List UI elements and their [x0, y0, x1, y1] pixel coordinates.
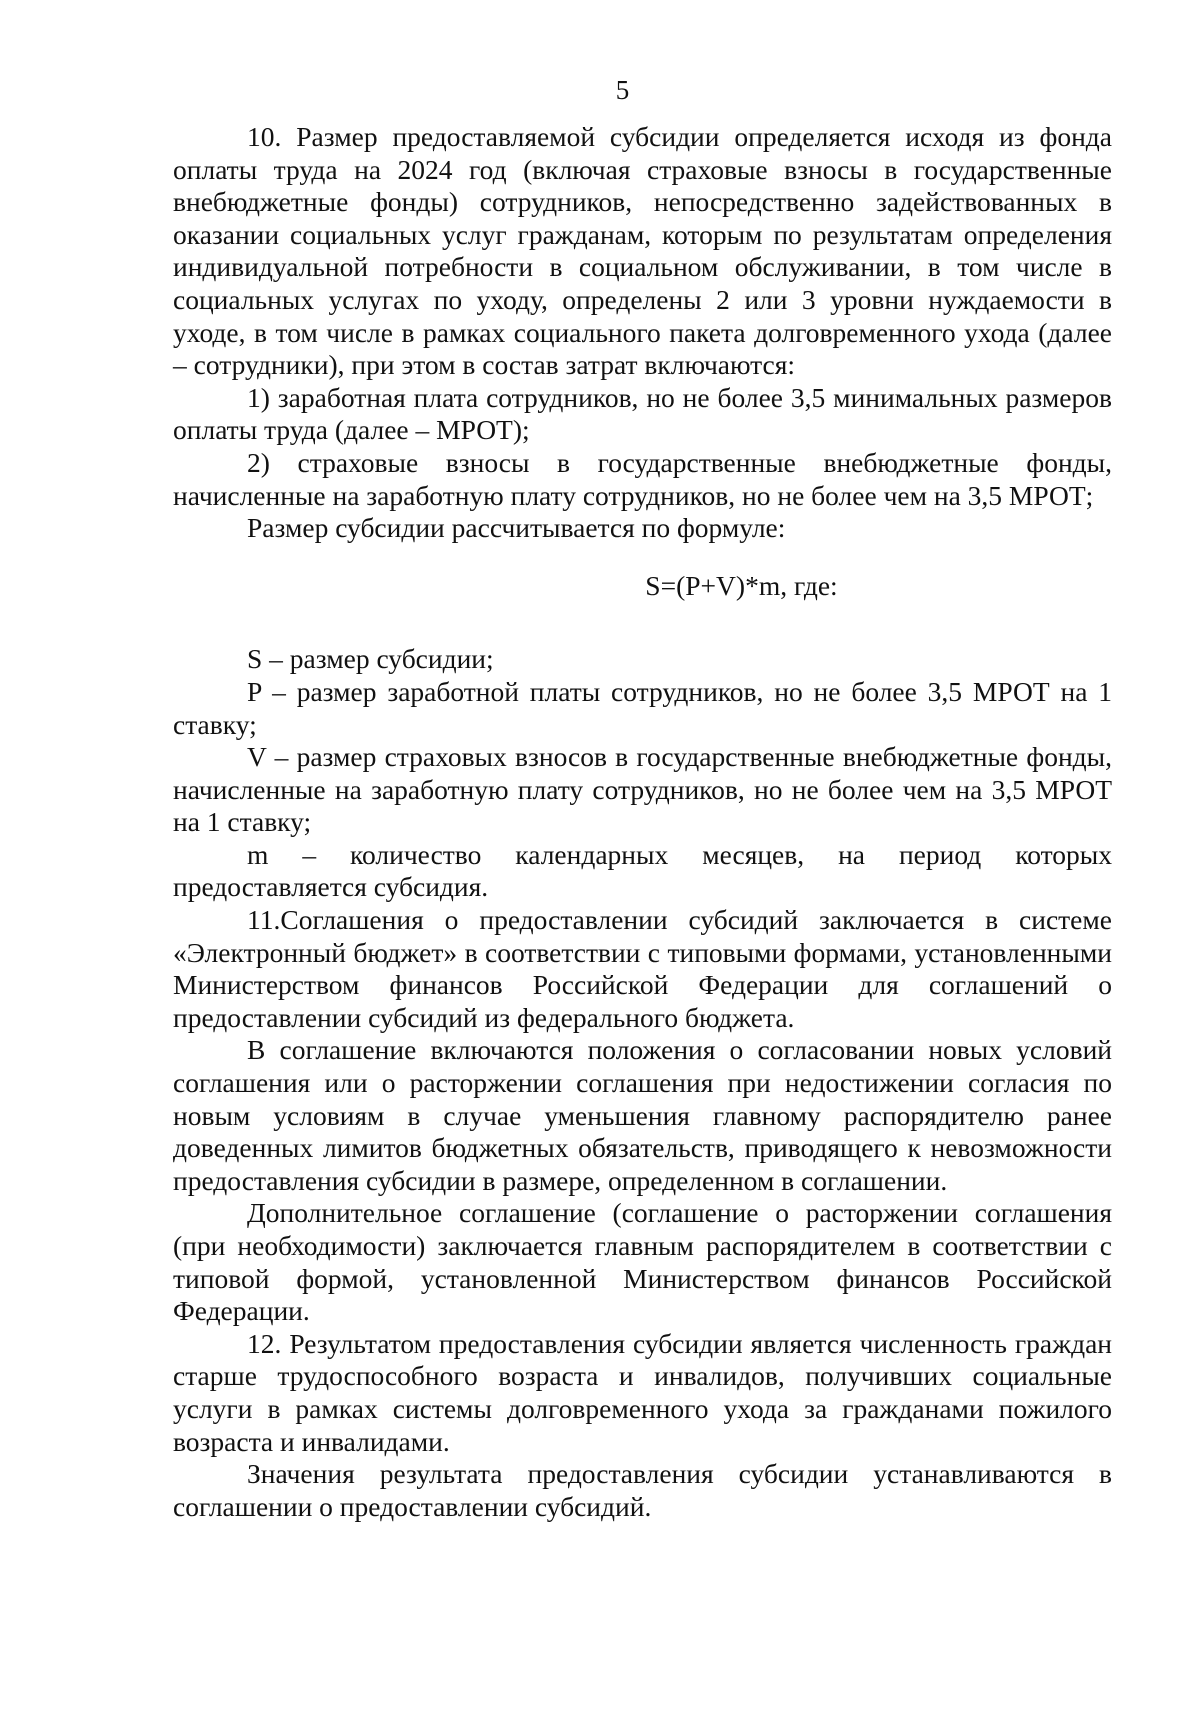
- document-body: [173, 121, 1112, 1523]
- paragraph-additional-agreement: Дополнительное соглашение (соглашение о расторжении соглашения (при необходимости) заключается главным распорядителем в соответствии с типовой формой, установленной Министерством финансов Российской Федерации.: [173, 1197, 1112, 1327]
- paragraph-agreement-provisions: В соглашение включаются положения о согласовании новых условий соглашения или о расторжении соглашения при недостижении согласия по новым условиям в случае уменьшения главному распорядителю ранее доведенных лимитов бюджетных обязательств, приводящего к невозможности предоставления субсидии в размере, определенном в соглашении.: [173, 1034, 1112, 1196]
- definition-s: S – размер субсидии;: [247, 643, 494, 675]
- paragraph-10-subsidy-size: 10. Размер предоставляемой субсидии определяется исходя из фонда оплаты труда на 2024 год (включая страховые взносы в государственные внебюджетные фонды) сотрудников, непосредственно задействованных в оказании социальных услуг гражданам, которым по результатам определения индивидуальной потребности в социальном обслуживании, в том числе в социальных услугах по уходу, определены 2 или 3 уровни нуждаемости в уходе, в том числе в рамках социального пакета долговременного ухода (далее – сотрудники), при этом в состав затрат включаются:: [173, 121, 1112, 381]
- subsidy-formula: S=(P+V)*m, где:: [645, 569, 838, 601]
- formula-intro: Размер субсидии рассчитывается по формуле:: [247, 512, 786, 544]
- paragraph-12-result: 12. Результатом предоставления субсидии является численность граждан старше трудоспособного возраста и инвалидов, получивших социальные услуги в рамках системы долговременного ухода за гражданами пожилого возраста и инвалидами.: [173, 1327, 1112, 1457]
- page-number: 5: [615, 75, 630, 105]
- item-1-salary: 1) заработная плата сотрудников, но не более 3,5 минимальных размеров оплаты труда (далее – МРОТ);: [173, 381, 1112, 446]
- paragraph-result-values: Значения результата предоставления субсидии устанавливаются в соглашении о предоставлении субсидий.: [173, 1458, 1112, 1522]
- paragraph-11-agreements: 11.Соглашения о предоставлении субсидий заключается в системе «Электронный бюджет» в соответствии с типовыми формами, установленными Министерством финансов Российской Федерации для соглашений о предоставлении субсидий из федерального бюджета.: [173, 904, 1112, 1033]
- definition-p: P – размер заработной платы сотрудников, но не более 3,5 МРОТ на 1 ставку;: [173, 675, 1112, 740]
- definition-m: m – количество календарных месяцев, на период которых предоставляется субсидия.: [173, 838, 1112, 903]
- item-2-insurance-contributions: 2) страховые взносы в государственные внебюджетные фонды, начисленные на заработную плату сотрудников, но не более чем на 3,5 МРОТ;: [173, 446, 1112, 511]
- definition-v: V – размер страховых взносов в государственные внебюджетные фонды, начисленные на заработную плату сотрудников, но не более чем на 3,5 МРОТ на 1 ставку;: [173, 741, 1112, 838]
